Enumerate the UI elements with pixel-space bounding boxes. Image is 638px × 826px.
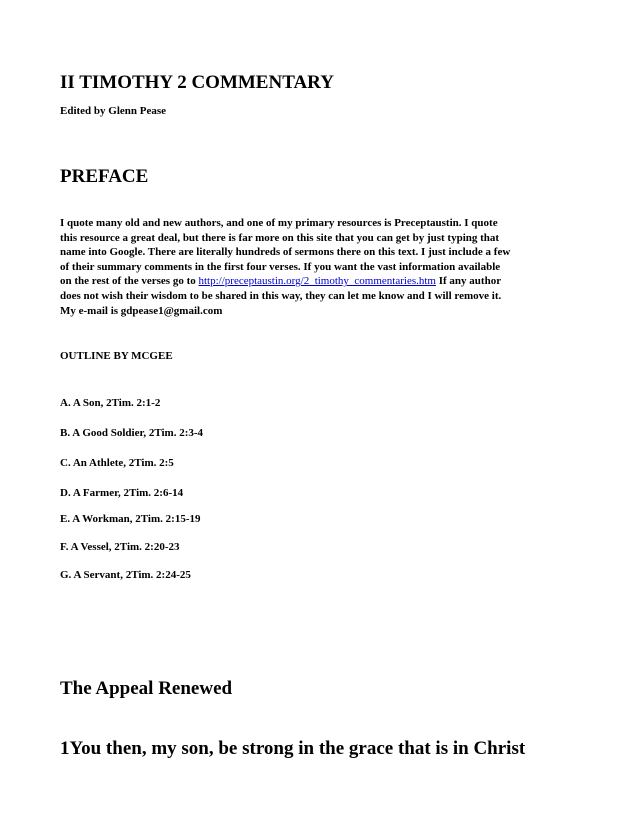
outline-item: D. A Farmer, 2Tim. 2:6-14 xyxy=(60,487,184,499)
preface-link-line-after: If any author xyxy=(435,275,502,288)
preface-line: name into Google. There are literally hundreds of sermons there on this text. I just include a few xyxy=(60,246,511,259)
outline-heading: OUTLINE BY MCGEE xyxy=(60,350,173,362)
preface-line: I quote many old and new authors, and one of my primary resources is Preceptaustin. I quote xyxy=(60,217,498,229)
preface-heading: PREFACE xyxy=(60,166,149,187)
outline-item: B. A Good Soldier, 2Tim. 2:3-4 xyxy=(60,427,204,439)
preceptaustin-link[interactable]: http://preceptaustin.org/2_timothy_commentaries.htm xyxy=(198,275,436,288)
preface-paragraph xyxy=(60,216,580,318)
outline-item: A. A Son, 2Tim. 2:1-2 xyxy=(60,397,161,409)
outline-item: E. A Workman, 2Tim. 2:15-19 xyxy=(60,513,201,525)
verse-text: 1You then, my son, be strong in the grace that is in Christ xyxy=(60,738,526,759)
outline-item: F. A Vessel, 2Tim. 2:20-23 xyxy=(60,541,180,553)
preface-line: does not wish their wisdom to be shared in this way, they can let me know and I will remove it. xyxy=(60,289,502,302)
outline-item: G. A Servant, 2Tim. 2:24-25 xyxy=(60,569,191,581)
document-title: II TIMOTHY 2 COMMENTARY xyxy=(60,72,334,93)
editor-credit: Edited by Glenn Pease xyxy=(60,105,167,117)
outline-item: C. An Athlete, 2Tim. 2:5 xyxy=(60,457,174,469)
preface-line: of their summary comments in the first four verses. If you want the vast information available xyxy=(60,260,501,273)
preface-link-line-before: on the rest of the verses go to xyxy=(60,275,199,288)
preface-line: My e-mail is gdpease1@gmail.com xyxy=(60,304,223,317)
preface-link-line xyxy=(60,274,580,289)
preface-line: this resource a great deal, but there is far more on this site that you can get by just typing that xyxy=(60,231,500,244)
section-heading: The Appeal Renewed xyxy=(60,678,233,699)
